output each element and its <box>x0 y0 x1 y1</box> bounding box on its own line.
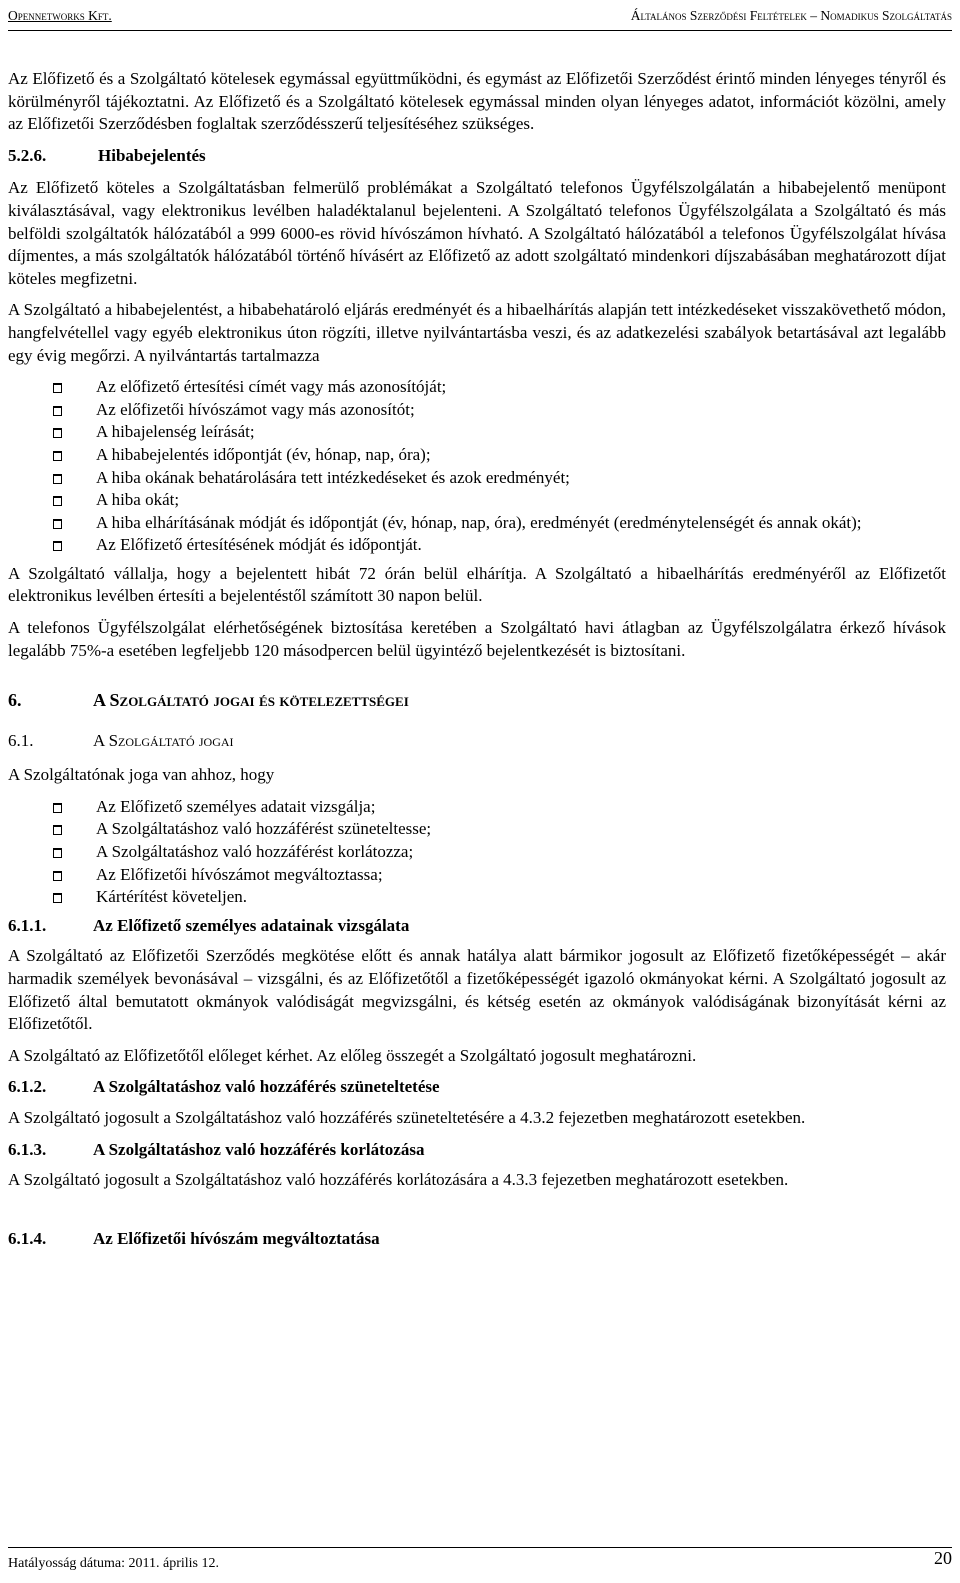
square-bullet-icon <box>53 383 62 393</box>
square-bullet-icon <box>53 825 62 835</box>
section-title: A Szolgáltatáshoz való hozzáférés korlátozása <box>93 1139 425 1159</box>
square-bullet-icon <box>53 428 62 438</box>
section-heading-6-1-4 <box>8 1228 946 1251</box>
section-number: 5.2.6. <box>8 145 47 165</box>
square-bullet-icon <box>53 541 62 551</box>
square-bullet-icon <box>53 519 62 529</box>
section-title: A Szolgáltató jogai és kötelezettségei <box>93 690 409 711</box>
paragraph-fault-reporting: Az Előfizető köteles a Szolgáltatásban felmerülő problémákat a Szolgáltató telefonos Ügyfélszolgálatán a hibabejelentő menüpont kiválasztásával, vagy elektronikus levélben haladéktalanul bejelenteni. A Szolgáltató telefonos Ügyfélszolgálata a Szolgáltató és más belföldi szolgáltatók hálózatából a 999 6000-es rövid hívószámon hívható. A Szolgáltató hálózatából a telefonos Ügyfélszolgálat hívása díjmentes, a más szolgáltatók hálózatából történő hívásért az Előfizető az adott szolgáltató mindenkori díjszabásában meghatározott díjat köteles megfizetni. <box>8 178 946 288</box>
paragraph-creditworthiness: A Szolgáltató az Előfizetői Szerződés megkötése előtt és annak hatálya alatt bármikor jogosult az Előfizető fizetőképességét – akár harmadik személyek bevonásával – vizsgálni, és az Előfizetőtől a fizetőképességét igazoló okmányokat kérni. A Szolgáltató jogosult az Előfizető által bemutatott okmányok valódiságát megvizsgálni, és kétség esetén az okmányok valódiságának bizonyítását kérni az Előfizetőtől. <box>8 946 946 1034</box>
paragraph-rights-intro: A Szolgáltatónak joga van ahhoz, hogy <box>8 765 275 785</box>
square-bullet-icon <box>53 803 62 813</box>
section-title: Hibabejelentés <box>98 145 206 165</box>
square-bullet-icon <box>53 871 62 881</box>
paragraph-restriction: A Szolgáltató jogosult a Szolgáltatáshoz való hozzáférés korlátozására a 4.3.3 fejezetben meghatározott esetekben. <box>8 1170 789 1190</box>
section-number: 6.1.3. <box>8 1139 47 1159</box>
section-heading-6-1-3 <box>8 1139 946 1162</box>
section-number: 6.1.2. <box>8 1077 47 1097</box>
paragraph-suspension: A Szolgáltató jogosult a Szolgáltatáshoz való hozzáférés szüneteltetésére a 4.3.2 fejezetben meghatározott esetekben. <box>8 1107 806 1127</box>
section-title: Az Előfizető személyes adatainak vizsgálata <box>93 915 410 935</box>
square-bullet-icon <box>53 893 62 903</box>
paragraph-advance-payment: A Szolgáltató az Előfizetőtől előleget kérhet. Az előleg összegét a Szolgáltató jogosult meghatározni. <box>8 1045 697 1065</box>
header-document-title: Általános Szerződési Feltételek – Nomadikus Szolgáltatás <box>630 8 952 23</box>
effective-date: Hatályosság dátuma: 2011. április 12. <box>8 1556 219 1571</box>
page-footer <box>8 1547 952 1571</box>
list-item: A Szolgáltatáshoz való hozzáférést korlátozza; <box>8 841 946 864</box>
section-title: Az Előfizetői hívószám megváltoztatása <box>93 1228 380 1248</box>
header-company: Opennetworks Kft. <box>8 8 112 23</box>
records-list <box>8 376 946 557</box>
list-item: Az Előfizető értesítésének módját és időpontját. <box>8 534 946 557</box>
list-item: Az Előfizetői hívószámot megváltoztassa; <box>8 864 946 887</box>
section-number: 6.1. <box>8 731 34 751</box>
list-item: A hiba okának behatárolására tett intézkedéseket és azok eredményét; <box>8 467 946 490</box>
list-item: A hibabejelentés időpontját (év, hónap, nap, óra); <box>8 444 946 467</box>
list-item: A hiba okát; <box>8 489 946 512</box>
section-title: A Szolgáltatáshoz való hozzáférés szüneteltetése <box>93 1077 440 1097</box>
section-number: 6. <box>8 690 22 711</box>
section-number: 6.1.4. <box>8 1228 47 1248</box>
page-number: 20 <box>934 1548 952 1568</box>
square-bullet-icon <box>53 496 62 506</box>
page-body <box>8 68 946 1258</box>
section-number: 6.1.1. <box>8 915 47 935</box>
paragraph-repair-commitment: A Szolgáltató vállalja, hogy a bejelentett hibát 72 órán belül elhárítja. A Szolgáltató a hibaelhárítás eredményéről az Előfizetőt elektronikus levélben értesíti a bejelentéstől számított 30 napon belül. <box>8 563 946 606</box>
square-bullet-icon <box>53 451 62 461</box>
section-heading-6-1-1 <box>8 915 946 938</box>
paragraph-intro: Az Előfizető és a Szolgáltató kötelesek egymással együttműködni, és egymást az Előfizetői Szerződést érintő minden lényeges tényről és körülményről tájékoztatni. Az Előfizető és a Szolgáltató kötelesek egymással minden olyan lényeges adatot, információt közölni, amely az Előfizetői Szerződésben foglaltak szerződésszerű teljesítéséhez szükséges. <box>8 69 946 134</box>
section-heading-6-1-2 <box>8 1076 946 1099</box>
list-item: A Szolgáltatáshoz való hozzáférést szüneteltesse; <box>8 818 946 841</box>
list-item: Az előfizető értesítési címét vagy más azonosítóját; <box>8 376 946 399</box>
section-heading-6-1 <box>8 730 946 752</box>
chapter-heading-6 <box>8 688 946 712</box>
list-item: Az előfizetői hívószámot vagy más azonosítót; <box>8 399 946 422</box>
square-bullet-icon <box>53 406 62 416</box>
square-bullet-icon <box>53 474 62 484</box>
page-header <box>8 6 952 31</box>
rights-list <box>8 796 946 909</box>
section-title: A Szolgáltató jogai <box>93 731 234 751</box>
paragraph-support-availability: A telefonos Ügyfélszolgálat elérhetőségének biztosítása keretében a Szolgáltató havi átlagban az Ügyfélszolgálatra érkező hívások legalább 75%-a esetében legfeljebb 120 másodpercen belül ügyintéző bejelentkezését is biztosítani. <box>8 618 946 660</box>
section-heading-5-2-6 <box>8 145 946 168</box>
paragraph-fault-records: A Szolgáltató a hibabejelentést, a hibabehatároló eljárás eredményét és a hibaelhárítás alapján tett intézkedéseket visszakövethető módon, hangfelvétellel vagy egyéb elektronikus úton rögzíti, illetve nyilvántartásba veszi, és az adatkezelési szabályok betartásával azt legalább egy évig megőrzi. A nyilvántartás tartalmazza <box>8 300 946 365</box>
square-bullet-icon <box>53 848 62 858</box>
list-item: Kártérítést követeljen. <box>8 886 946 909</box>
list-item: A hiba elhárításának módját és időpontját (év, hónap, nap, óra), eredményét (eredménytelenségét és annak okát); <box>8 512 946 535</box>
list-item: Az Előfizető személyes adatait vizsgálja; <box>8 796 946 819</box>
list-item: A hibajelenség leírását; <box>8 421 946 444</box>
